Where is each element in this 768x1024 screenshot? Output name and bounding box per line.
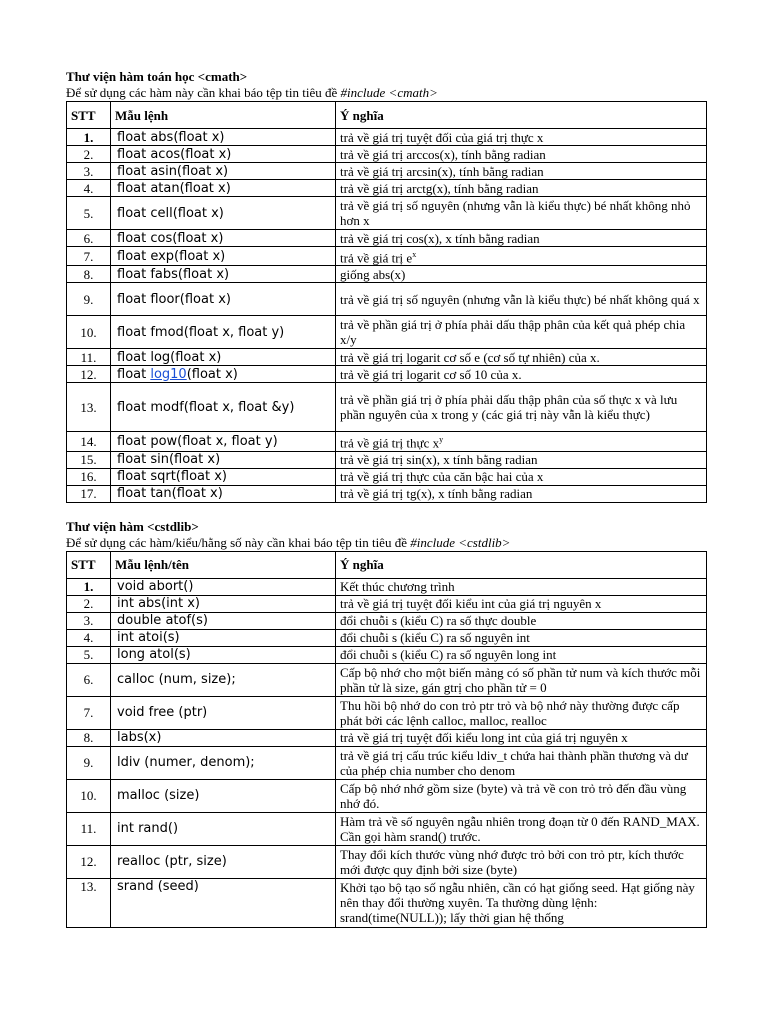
row-meaning <box>336 451 707 468</box>
cmath-desc-text: Để sử dụng các hàm này cần khai báo tệp tin tiêu đề <box>66 85 341 100</box>
meaning-text: trả về giá trị tuyệt đối kiểu long int của giá trị nguyên x <box>340 730 628 746</box>
cstdlib-section-desc <box>66 535 706 551</box>
row-code: long atol(s) <box>111 646 336 663</box>
table-row <box>67 247 707 266</box>
code-link[interactable]: log10 <box>150 366 187 382</box>
row-meaning <box>336 266 707 283</box>
row-meaning <box>336 595 707 612</box>
table-row <box>67 595 707 612</box>
row-code: float atan(float x) <box>111 180 336 197</box>
row-meaning <box>336 129 707 146</box>
row-code: float asin(float x) <box>111 163 336 180</box>
table-row <box>67 146 707 163</box>
row-code: float acos(float x) <box>111 146 336 163</box>
row-number: 6. <box>67 230 111 247</box>
row-meaning <box>336 283 707 316</box>
row-meaning <box>336 812 707 845</box>
row-meaning <box>336 663 707 696</box>
row-number: 7. <box>67 247 111 266</box>
table-row <box>67 349 707 366</box>
table-row <box>67 612 707 629</box>
table-row <box>67 197 707 230</box>
cmath-header-code: Mẫu lệnh <box>111 102 336 129</box>
row-code: realloc (ptr, size) <box>111 845 336 878</box>
row-number: 7. <box>67 696 111 729</box>
row-number: 8. <box>67 266 111 283</box>
cmath-table <box>66 101 707 503</box>
row-number: 10. <box>67 316 111 349</box>
row-number: 14. <box>67 432 111 451</box>
row-meaning <box>336 845 707 878</box>
row-code: ldiv (numer, denom); <box>111 746 336 779</box>
table-row <box>67 878 707 927</box>
row-meaning <box>336 878 707 927</box>
row-number: 13. <box>67 383 111 432</box>
row-code: double atof(s) <box>111 612 336 629</box>
meaning-text: Cấp bộ nhớ cho một biến mảng có số phần tử num và kích thước mỗi phần tử là size, gán gtrị cho phần tử = 0 <box>340 664 701 695</box>
table-row <box>67 485 707 502</box>
row-number: 16. <box>67 468 111 485</box>
row-number: 4. <box>67 629 111 646</box>
row-meaning <box>336 646 707 663</box>
row-meaning <box>336 746 707 779</box>
meaning-superscript: x <box>412 250 417 259</box>
row-meaning <box>336 349 707 366</box>
meaning-text: trả về giá trị tg(x), x tính bằng radian <box>340 486 533 502</box>
row-code: int atoi(s) <box>111 629 336 646</box>
row-meaning <box>336 180 707 197</box>
row-code: float pow(float x, float y) <box>111 432 336 451</box>
table-row <box>67 663 707 696</box>
row-meaning <box>336 366 707 383</box>
cstdlib-desc-text: Để sử dụng các hàm/kiểu/hằng số này cần khai báo tệp tin tiêu đề <box>66 534 411 550</box>
meaning-text: Thu hồi bộ nhớ do con trỏ ptr trỏ và bộ nhớ này thường được cấp phát bởi các lệnh calloc, malloc, realloc <box>340 697 680 728</box>
meaning-text: trả về giá trị cos(x), x tính bằng radian <box>340 230 540 246</box>
code-suffix: (float x) <box>186 366 238 382</box>
row-code: float floor(float x) <box>111 283 336 316</box>
row-meaning <box>336 578 707 595</box>
table-row <box>67 163 707 180</box>
row-code: float fmod(float x, float y) <box>111 316 336 349</box>
row-code: void free (ptr) <box>111 696 336 729</box>
meaning-text: trả về giá trị arctg(x), tính bằng radian <box>340 180 539 196</box>
meaning-text: trả về giá trị arcsin(x), tính bằng radian <box>340 163 544 179</box>
row-code: float sqrt(float x) <box>111 468 336 485</box>
row-meaning <box>336 316 707 349</box>
row-number: 17. <box>67 485 111 502</box>
row-code: int rand() <box>111 812 336 845</box>
table-row <box>67 180 707 197</box>
meaning-text: trả về giá trị thực của căn bậc hai của x <box>340 469 544 485</box>
cmath-section-title: Thư viện hàm toán học <cmath> <box>66 69 248 84</box>
table-row <box>67 129 707 146</box>
row-code <box>111 366 336 383</box>
row-code: calloc (num, size); <box>111 663 336 696</box>
row-code: float abs(float x) <box>111 129 336 146</box>
row-number: 6. <box>67 663 111 696</box>
row-number: 10. <box>67 779 111 812</box>
meaning-text: trả về giá trị tuyệt đối của giá trị thực x <box>340 129 544 145</box>
table-row <box>67 696 707 729</box>
meaning-text: trả về giá trị số nguyên (nhưng vẫn là kiểu thực) bé nhất không quá x <box>340 291 700 307</box>
row-code: float fabs(float x) <box>111 266 336 283</box>
meaning-text: trả về phần giá trị ở phía phải dấu thập phân của kết quả phép chia x/y <box>340 317 686 348</box>
cstdlib-header-stt: STT <box>67 551 111 578</box>
row-code: srand (seed) <box>111 878 336 927</box>
row-meaning <box>336 432 707 451</box>
row-meaning <box>336 197 707 230</box>
meaning-text: Hàm trả về số nguyên ngẫu nhiên trong đoạn từ 0 đến RAND_MAX. Cần gọi hàm srand() trước. <box>340 813 700 844</box>
table-row <box>67 266 707 283</box>
row-code: float modf(float x, float &y) <box>111 383 336 432</box>
table-row <box>67 468 707 485</box>
meaning-text: đổi chuỗi s (kiểu C) ra số nguyên int <box>340 630 530 646</box>
cmath-section-desc <box>66 85 706 101</box>
row-code: float cell(float x) <box>111 197 336 230</box>
meaning-text: Kết thúc chương trình <box>340 579 455 595</box>
row-code: float log(float x) <box>111 349 336 366</box>
cmath-desc-include: #include <cmath> <box>340 85 438 100</box>
row-meaning <box>336 485 707 502</box>
row-meaning <box>336 696 707 729</box>
row-number: 3. <box>67 163 111 180</box>
cmath-header-meaning: Ý nghĩa <box>336 102 707 129</box>
row-code: float tan(float x) <box>111 485 336 502</box>
row-number: 11. <box>67 349 111 366</box>
meaning-superscript: y <box>439 435 444 445</box>
row-meaning <box>336 629 707 646</box>
row-number: 5. <box>67 197 111 230</box>
row-number: 13. <box>67 878 111 927</box>
row-meaning <box>336 163 707 180</box>
table-row <box>67 432 707 451</box>
table-row <box>67 746 707 779</box>
row-code: float exp(float x) <box>111 247 336 266</box>
row-number: 3. <box>67 612 111 629</box>
cstdlib-desc-include: #include <cstdlib> <box>410 534 511 550</box>
row-meaning <box>336 612 707 629</box>
meaning-text: trả về giá trị logarit cơ số e (cơ số tự nhiên) của x. <box>340 349 600 365</box>
row-number: 9. <box>67 283 111 316</box>
row-number: 8. <box>67 729 111 746</box>
row-meaning <box>336 247 707 266</box>
row-code: void abort() <box>111 578 336 595</box>
row-number: 2. <box>67 595 111 612</box>
document-page <box>66 68 706 928</box>
table-row <box>67 646 707 663</box>
cstdlib-header-code: Mẫu lệnh/tên <box>111 551 336 578</box>
table-row <box>67 316 707 349</box>
table-row <box>67 729 707 746</box>
table-row <box>67 283 707 316</box>
row-code: malloc (size) <box>111 779 336 812</box>
table-row <box>67 230 707 247</box>
table-row <box>67 629 707 646</box>
row-number: 12. <box>67 366 111 383</box>
meaning-text: Cấp bộ nhớ nhớ gồm size (byte) và trả về con trỏ trỏ đến đầu vùng nhớ đó. <box>340 780 687 811</box>
row-number: 5. <box>67 646 111 663</box>
meaning-text: giống abs(x) <box>340 266 406 282</box>
row-number: 4. <box>67 180 111 197</box>
row-number: 11. <box>67 812 111 845</box>
row-code: labs(x) <box>111 729 336 746</box>
row-number: 1. <box>67 129 111 146</box>
table-row <box>67 366 707 383</box>
row-meaning <box>336 729 707 746</box>
row-code: float cos(float x) <box>111 230 336 247</box>
row-code: int abs(int x) <box>111 595 336 612</box>
table-row <box>67 451 707 468</box>
table-row <box>67 845 707 878</box>
meaning-text: trả về giá trị thực x <box>340 435 440 451</box>
cstdlib-section-title: Thư viện hàm <cstdlib> <box>66 518 199 534</box>
row-number: 1. <box>67 578 111 595</box>
row-number: 2. <box>67 146 111 163</box>
meaning-text: trả về giá trị arccos(x), tính bằng radian <box>340 146 546 162</box>
row-number: 15. <box>67 451 111 468</box>
table-row <box>67 779 707 812</box>
meaning-text: trả về giá trị sin(x), x tính bằng radian <box>340 452 538 468</box>
meaning-text: Khởi tạo bộ tạo số ngẫu nhiên, cần có hạt giống seed. Hạt giống này nên thay đổi thường xuyên. Ta thường dùng lệnh: srand(time(NULL)); lấy thời gian hệ thống <box>340 880 695 926</box>
row-code: float sin(float x) <box>111 451 336 468</box>
meaning-text: trả về giá trị cấu trúc kiểu ldiv_t chứa hai thành phần thương và dư của phép chia number cho denom <box>340 747 688 778</box>
cmath-header-stt: STT <box>67 102 111 129</box>
meaning-text: đổi chuỗi s (kiểu C) ra số thực double <box>340 613 537 629</box>
meaning-text: Thay đổi kích thước vùng nhớ được trỏ bởi con trỏ ptr, kích thước mới được quy định bởi size (byte) <box>340 846 684 877</box>
meaning-text: trả về phần giá trị ở phía phải dấu thập phân của số thực x và lưu phần nguyên của x trong y (các giá trị này vẫn là kiểu thực) <box>340 392 678 423</box>
row-meaning <box>336 383 707 432</box>
row-number: 9. <box>67 746 111 779</box>
meaning-text: trả về giá trị tuyệt đối kiểu int của giá trị nguyên x <box>340 596 602 612</box>
cstdlib-table <box>66 551 707 928</box>
meaning-text: đổi chuỗi s (kiểu C) ra số nguyên long int <box>340 647 557 663</box>
table-row <box>67 812 707 845</box>
table-row <box>67 383 707 432</box>
row-meaning <box>336 468 707 485</box>
meaning-text: trả về giá trị logarit cơ số 10 của x. <box>340 366 522 382</box>
row-meaning <box>336 230 707 247</box>
meaning-text: trả về giá trị số nguyên (nhưng vẫn là kiểu thực) bé nhất không nhỏ hơn x <box>340 198 691 228</box>
cstdlib-header-meaning: Ý nghĩa <box>336 551 707 578</box>
table-row <box>67 578 707 595</box>
meaning-text: trả về giá trị e <box>340 250 413 266</box>
row-meaning <box>336 146 707 163</box>
row-number: 12. <box>67 845 111 878</box>
code-prefix: float <box>117 366 151 382</box>
row-meaning <box>336 779 707 812</box>
